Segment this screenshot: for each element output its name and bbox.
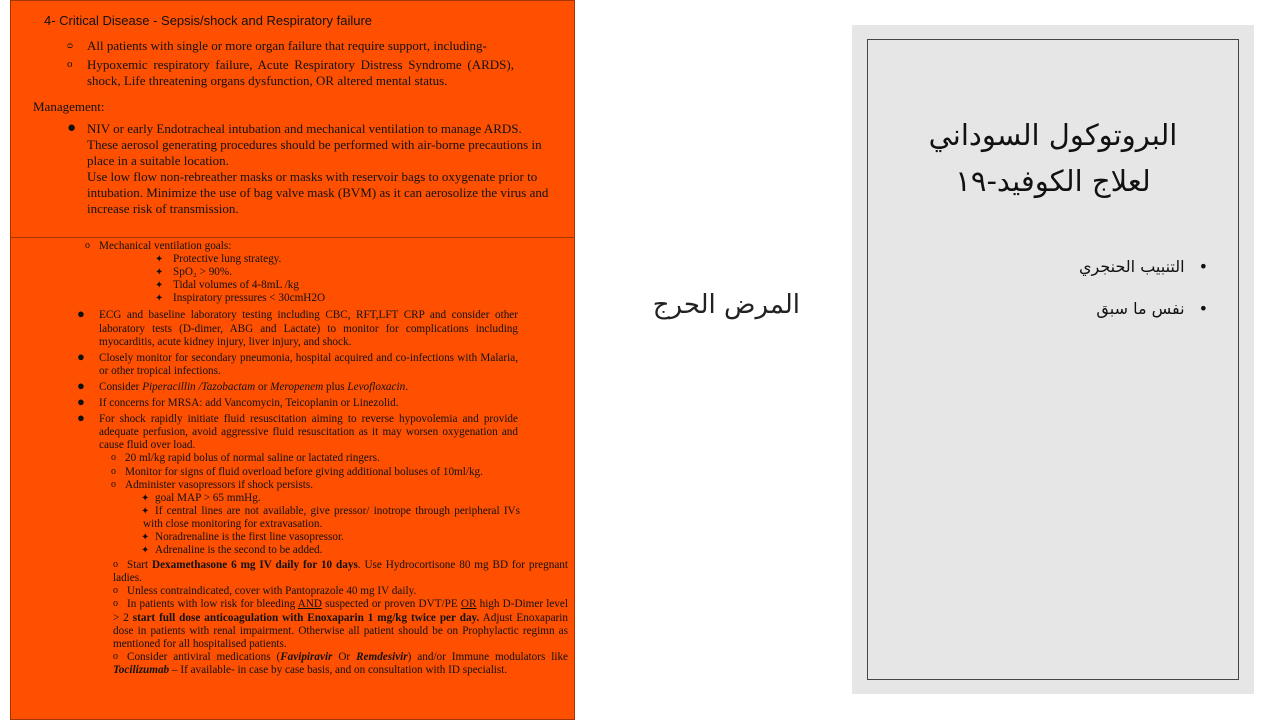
vaso-text: Adrenaline is the second to be added. [155,544,323,557]
criteria-text: All patients with single or more organ failure that require support, including- [87,38,487,53]
shock-sub-item [111,478,568,492]
vaso-item [141,530,520,544]
criteria-item [67,38,514,54]
bullet-circle-icon: o [111,465,116,477]
mv-goals [85,240,568,253]
drug-name: Favipiravir [280,650,333,663]
monitor-item [77,348,518,378]
antibiotic-item [77,377,518,394]
monitor-text: Closely monitor for secondary pneumonia, hospital acquired and co-infections with Malaria, or other tropical infections. [99,351,518,377]
bullet-circle-icon: o [111,478,116,490]
vaso-item [141,544,520,557]
bullet-star-icon: ✦ [155,267,164,279]
bullet-star-icon: ✦ [141,505,150,517]
enoxaparin-dose: start full dose anticoagulation with Enoxaparin 1 mg/kg twice per day. [132,611,480,624]
bullet-star-icon: ✦ [155,293,164,305]
bullet-circle-icon: ᴑ [67,39,73,51]
drug-name: Meropenem [270,380,324,393]
bullet-dot-icon: ● [77,348,85,364]
drug-name: Levofloxacin [347,380,406,393]
protocol-excerpt-bottom [10,237,575,720]
bullet-circle-icon: o [85,240,90,251]
mrsa-item [77,394,518,410]
ecg-text: ECG and baseline laboratory testing including CBC, RFT,LFT CRP and consider other laboratory tests (D-dimer, ABG and Lactate) to monitor for complications including myocarditis, acute kidney injury, liver injury, and shock. [99,309,518,348]
shock-sub-text: Monitor for signs of fluid overload before giving additional boluses of 10ml/kg. [125,465,483,478]
mv-item [155,266,568,279]
text: . [405,380,408,393]
bullet-dot-icon: ● [77,410,85,426]
mv-item-text: Inspiratory pressures < 30cmH2O [173,292,326,305]
text: Adjust Enoxaparin dose in patients with renal impairment. Otherwise all patient should be on Prophylactic regimn as mentioned for all hospitalised patients. [113,611,568,650]
niv-text-3: Use low flow non-rebreather masks or masks with reservoir bags to oxygenate prior to intubation. Minimize the use of bag valve mask (BVM) as it can aerosolize the virus and increase risk of transmission. [87,169,549,216]
bullet-star-icon: ✦ [155,280,164,292]
vaso-item [143,505,520,531]
drug-name: Remdesivir [356,650,408,663]
text: Consider [99,380,143,393]
bullet-star-icon: ✦ [141,492,150,504]
text: high D-Dimer level > 2 [113,598,568,624]
right-bullet-text: نفس ما سبق [1096,299,1185,318]
dvt-item [113,598,568,650]
criteria-item [67,57,514,89]
text: or [255,380,271,393]
slide-heading: المرض الحرج [652,290,800,320]
mv-item [155,253,568,266]
protocol-title-box [852,25,1254,694]
text: ) and/or Immune modulators like [407,650,569,663]
ecg-item [77,306,518,348]
bullet-dot-icon: ● [77,377,85,393]
bullet-circle-icon: o [113,598,118,610]
mv-item [155,292,568,305]
bullet-circle-icon: o [113,650,118,662]
dexa-item [113,559,568,585]
niv-text-2: These aerosol generating procedures should be performed with air-borne precautions in place in a suitable location. [87,137,542,168]
text: In patients with low risk for bleeding [127,598,298,611]
text: – If available- in case by case basis, and on consultation with ID specialist. [169,663,508,676]
text: suspected or proven DVT/PE [321,598,461,611]
text: . Use Hydrocortisone 80 mg BD for pregnant ladies. [113,559,568,585]
text: plus [323,380,348,393]
shock-item [77,410,518,452]
ppi-text: Unless contraindicated, cover with Pantoprazole 40 mg IV daily. [127,585,417,598]
bullet-dot-icon: • [1198,257,1208,276]
dexa-dose: Dexamethasone 6 mg IV daily for 10 days [152,559,358,572]
bullet-circle-icon: o [113,559,118,571]
niv-text-1: NIV or early Endotracheal intubation and mechanical ventilation to manage ARDS. [87,121,522,136]
mrsa-text: If concerns for MRSA: add Vancomycin, Teicoplanin or Linezolid. [99,397,399,410]
shock-text: For shock rapidly initiate fluid resuscitation aiming to reverse hypovolemia and provide adequate perfusion, avoid aggressive fluid resuscitation as it may worsen oxygenation and cause fluid over load. [99,413,518,452]
shock-sub-text: Administer vasopressors if shock persists. [125,478,313,491]
bullet-dot-icon: ● [77,394,85,410]
bullet-dot-icon: • [1198,299,1208,318]
bullet-dot-icon: ● [77,306,85,322]
management-heading: Management: [33,99,105,114]
vaso-text: If central lines are not available, give pressor/ inotrope through peripheral IVs with close monitoring for extravasation. [143,504,520,530]
bullet-dot-icon: ● [67,120,77,136]
mv-item [155,279,568,292]
protocol-title [868,112,1238,204]
shock-sub-item [111,465,568,479]
section-title: 4- Critical Disease - Sepsis/shock and Respiratory failure [44,13,373,28]
shock-sub-item [111,452,568,465]
protocol-title-line: لعلاج الكوفيد-١٩ [955,164,1151,198]
mv-goals-text: Mechanical ventilation goals: [99,240,232,252]
text: Or [332,650,357,663]
ppi-item [113,585,568,598]
bullet-star-icon: ✦ [141,531,150,543]
mv-item-text: Protective lung strategy. [173,253,282,266]
shock-sub-text: 20 ml/kg rapid bolus of normal saline or lactated ringers. [125,452,380,465]
bullet-star-icon: ✦ [155,254,164,266]
drug-name: Piperacillin /Tazobactam [142,380,256,393]
criteria-text: Hypoxemic respiratory failure, Acute Respiratory Distress Syndrome (ARDS), shock, Life threatening organs dysfunction, OR altered mental status. [87,57,514,88]
niv-item [67,120,560,217]
mv-item-text: Tidal volumes of 4-8mL /kg [173,279,299,292]
right-bullet-text: التنبيب الحنجري [1078,257,1185,276]
text: AND [297,598,322,611]
bullet-circle-icon: o [113,585,118,597]
vaso-text: Noradrenaline is the first line vasopressor. [155,530,344,543]
right-bullet [1096,299,1208,318]
protocol-title-line: البروتوكول السوداني [928,118,1178,152]
drug-name: Tocilizumab [113,663,170,676]
mv-item-text: SpO₂ > 90%. [173,266,233,279]
text: OR [460,598,477,611]
bullet-circle-icon: o [67,58,73,70]
vaso-text: goal MAP > 65 mmHg. [155,491,261,504]
title-frame [867,39,1239,680]
vaso-item [141,491,520,505]
protocol-excerpt-top [10,0,575,238]
antiviral-item [113,651,568,677]
right-bullet [1079,257,1208,276]
bullet-star-icon: ✦ [141,545,150,557]
text: Consider antiviral medications ( [127,650,281,663]
bullet-circle-icon: o [111,452,116,464]
text: Start [127,559,153,572]
